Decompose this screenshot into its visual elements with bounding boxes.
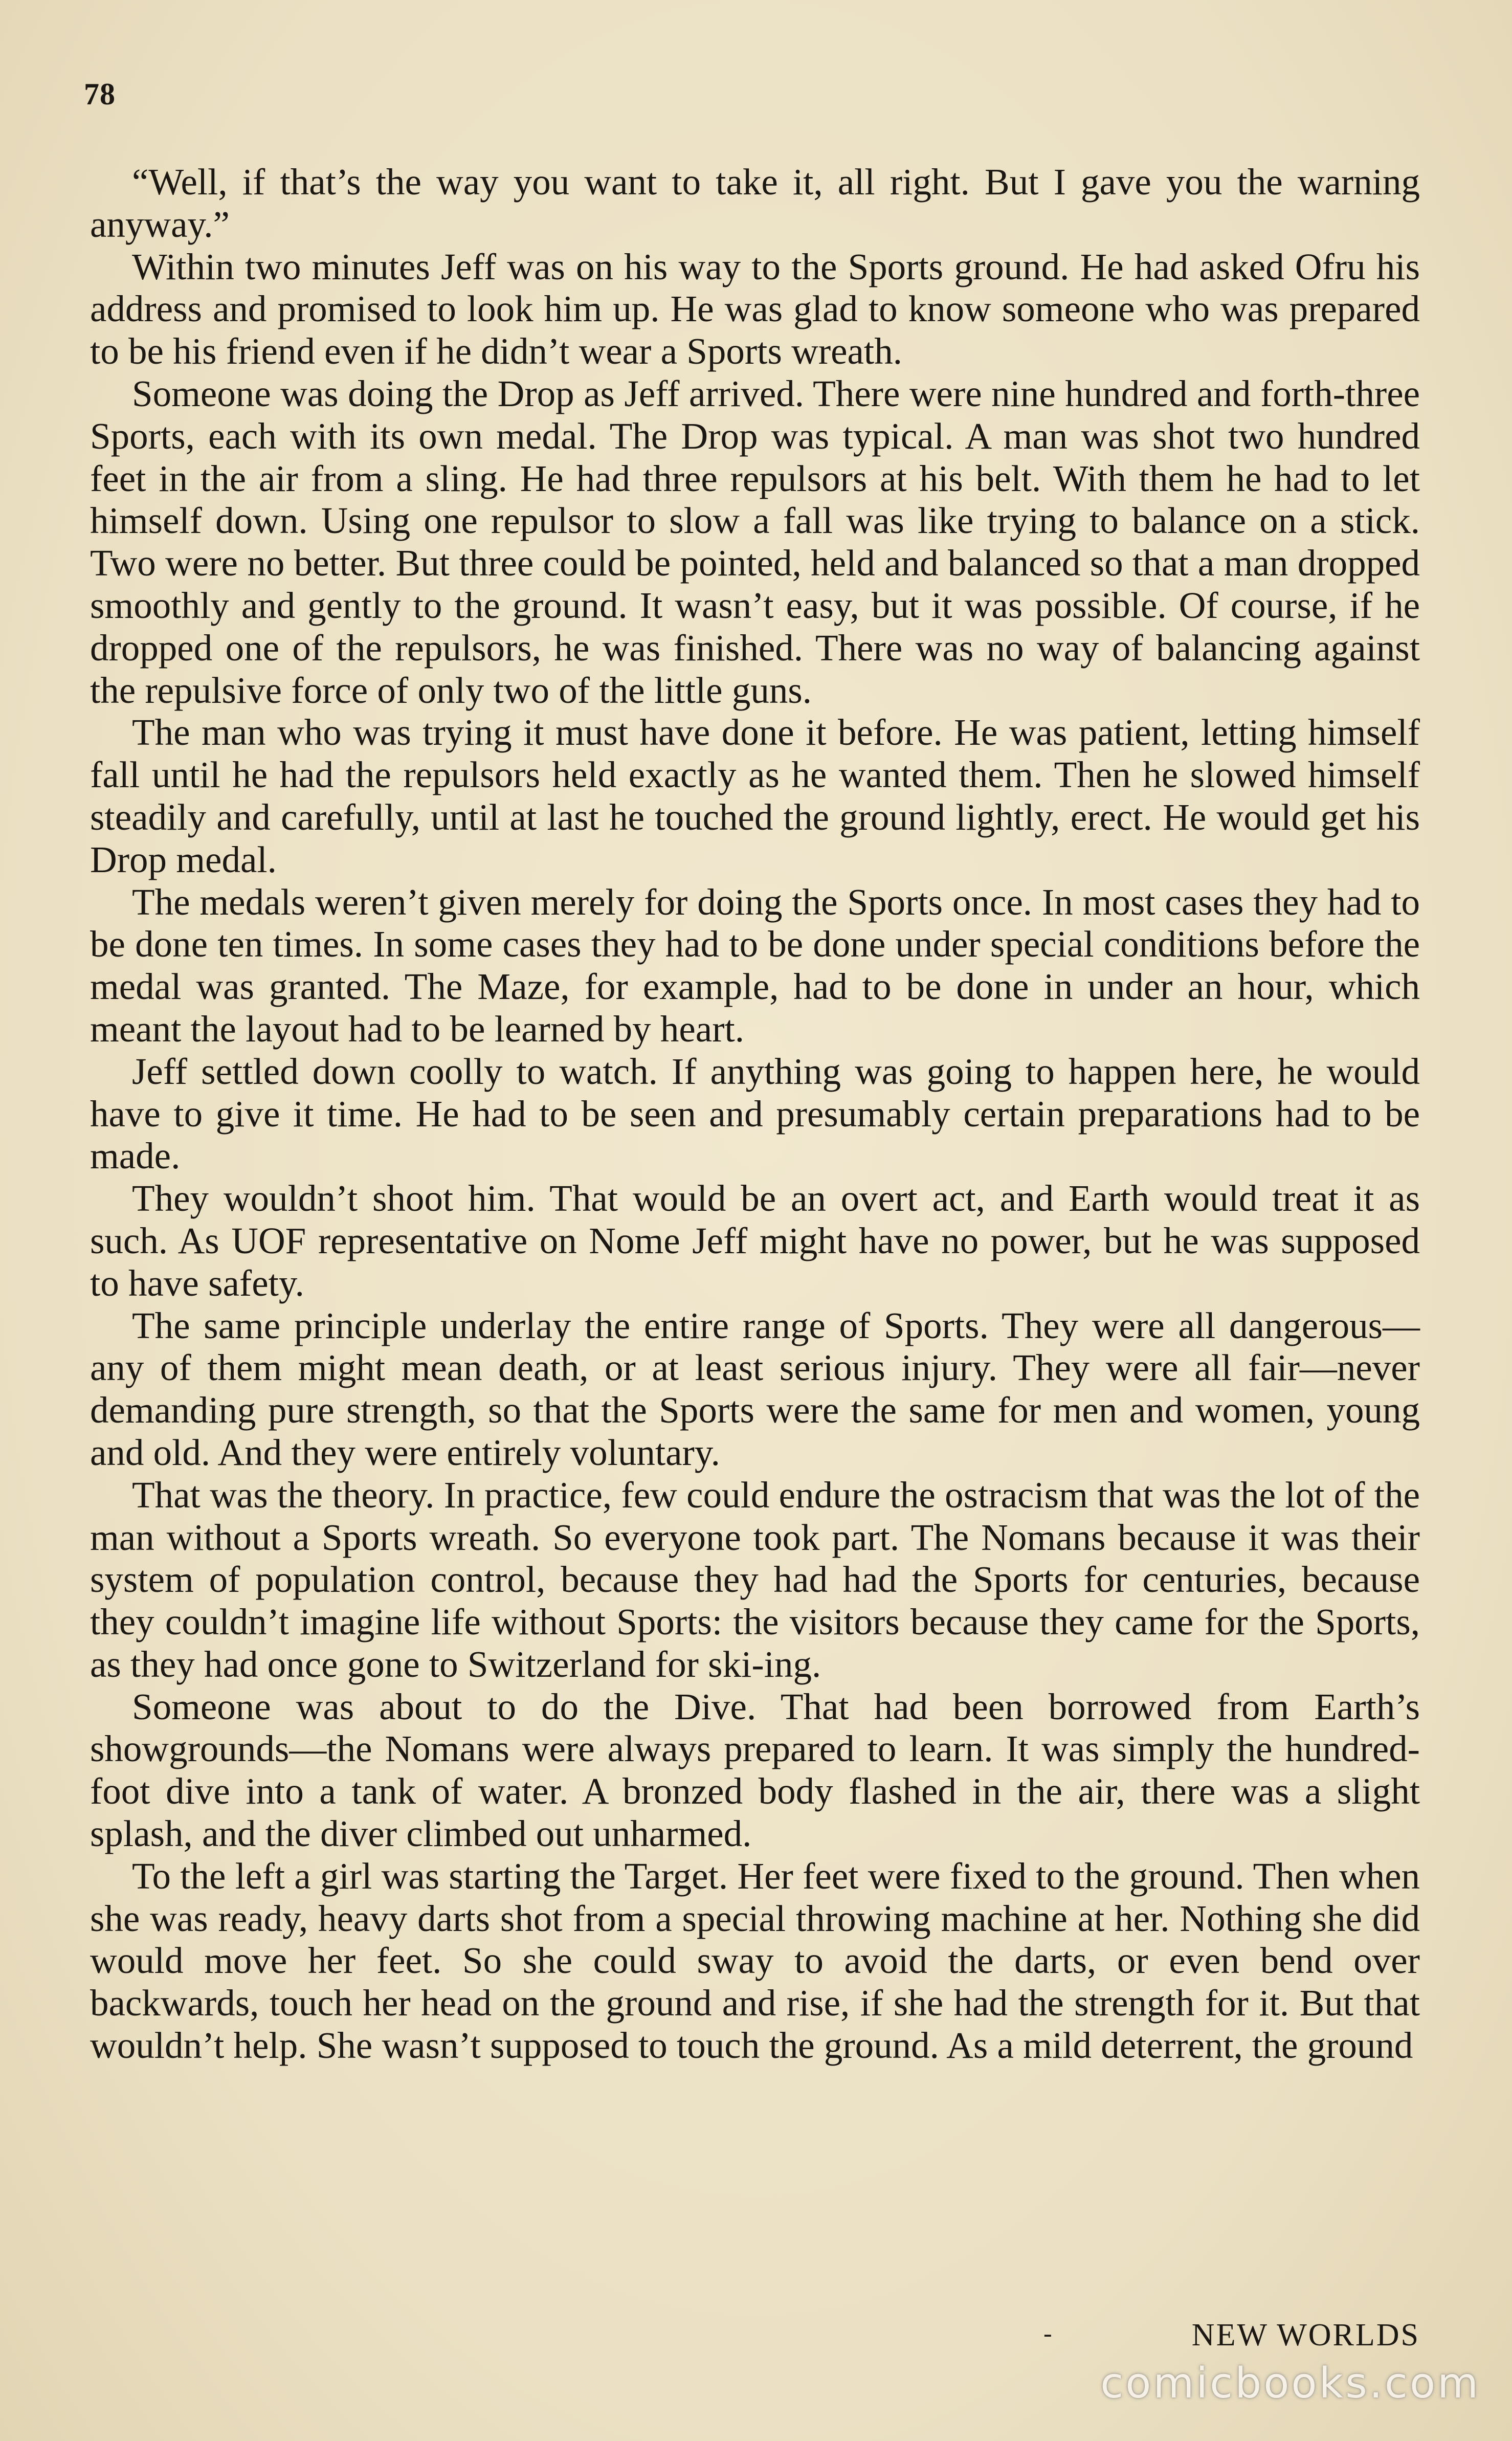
footer-magazine-title: NEW WORLDS — [1191, 2318, 1420, 2353]
paragraph-2: Within two minutes Jeff was on his way to the Sports ground. He had asked Ofru his address and promised to look him up. He was glad to know someone who was prepared to be his friend even if he didn’t wear a Sports wreath. — [90, 246, 1420, 372]
paragraph-7: They wouldn’t shoot him. That would be an overt act, and Earth would treat it as such. As UOF representative on Nome Jeff might have no power, but he was supposed to have safety. — [90, 1178, 1420, 1304]
paragraph-10: Someone was about to do the Dive. That had been borrowed from Earth’s showgrounds—the Nomans were always prepared to learn. It was simply the hundred-foot dive into a tank of water. A bronzed body flashed in the air, there was a slight splash, and the diver climbed out unharmed. — [90, 1685, 1420, 1855]
paragraph-9: That was the theory. In practice, few could endure the ostracism that was the lot of the man without a Sports wreath. So everyone took part. The Nomans because it was their system of population control, because they had had the Sports for centuries, because they couldn’t imagine life without Sports: the visitors because they came for the Sports, as they had once gone to Switzerland for ski-ing. — [90, 1474, 1420, 1685]
paragraph-4: The man who was trying it must have done it before. He was patient, letting himself fall until he had the repulsors held exactly as he wanted them. Then he slowed himself steadily and carefully, until at last he touched the ground lightly, erect. He would get his Drop medal. — [90, 712, 1420, 880]
paragraph-3: Someone was doing the Drop as Jeff arrived. There were nine hundred and forth-three Sports, each with its own medal. The Drop was typical. A man was shot two hundred feet in the air from a sling. He had three repulsors at his belt. With them he had to let himself down. Using one repulsor to slow a fall was like trying to balance on a stick. Two were no better. But three could be pointed, held and balanced so that a man dropped smoothly and gently to the ground. It wasn’t easy, but it was possible. Of course, if he dropped one of the repulsors, he was finished. There was no way of balancing against the repulsive force of only two of the little guns. — [90, 372, 1420, 711]
paragraph-5: The medals weren’t given merely for doing the Sports once. In most cases they had to be done ten times. In some cases they had to be done under special conditions before the medal was granted. The Maze, for example, had to be done in under an hour, which meant the layout had to be learned by heart. — [90, 881, 1420, 1050]
paragraph-8: The same principle underlay the entire range of Sports. They were all dangerous—any of them might mean death, or at least serious injury. They were all fair—never demanding pure strength, so that the Sports were the same for men and women, young and old. And they were entirely voluntary. — [90, 1304, 1420, 1473]
page-number: 78 — [84, 77, 116, 111]
paragraph-6: Jeff settled down coolly to watch. If anything was going to happen here, he would have to give it time. He had to be seen and presumably certain preparations had to be made. — [90, 1050, 1420, 1177]
story-text — [90, 161, 1420, 2067]
footer-mark: - — [1043, 2319, 1052, 2347]
watermark: comicbooks.com — [1100, 2359, 1480, 2408]
paragraph-1: “Well, if that’s the way you want to take it, all right. But I gave you the warning anyway.” — [90, 161, 1420, 245]
paragraph-11: To the left a girl was starting the Target. Her feet were fixed to the ground. Then when she was ready, heavy darts shot from a special throwing machine at her. Nothing she did would move her feet. So she could sway to avoid the darts, or even bend over backwards, touch her head on the ground and rise, if she had the strength for it. But that wouldn’t help. She wasn’t supposed to touch the ground. As a mild deterrent, the ground — [90, 1855, 1420, 2067]
